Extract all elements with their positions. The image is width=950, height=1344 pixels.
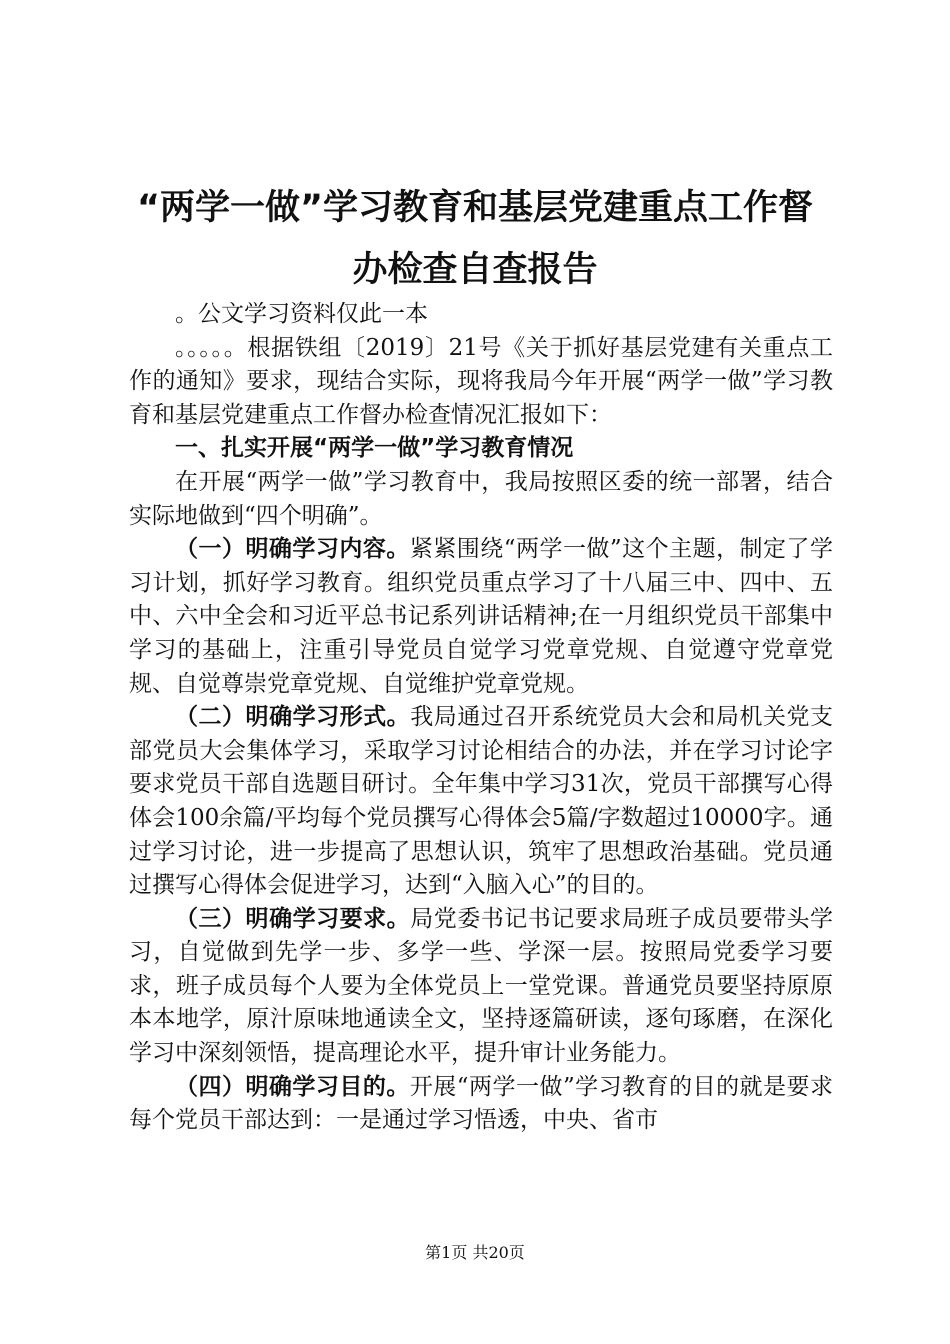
paragraph-item-1 — [129, 533, 833, 701]
paragraph-lead: （三）明确学习要求。 — [175, 905, 411, 932]
paragraph-text: 在开展“两学一做”学习教育中，我局按照区委的统一部署，结合实际地做到“四个明确”。 — [129, 468, 833, 529]
heading-text: 一、扎实开展“两学一做”学习教育情况 — [175, 435, 574, 462]
paragraph-lead: （二）明确学习形式。 — [175, 704, 411, 731]
document-title-line-1: “两学一做”学习教育和基层党建重点工作督 — [136, 188, 813, 228]
document-body — [129, 298, 833, 1138]
paragraph-text: 开展“两学一做”学习教育的目的就是要求每个党员干部达到：一是通过学习悟透，中央、省市 — [129, 1073, 833, 1134]
paragraph-item-3 — [129, 903, 833, 1071]
page-number-footer: 第1页 共20页 — [425, 1243, 525, 1262]
paragraph-note — [129, 298, 833, 332]
paragraph-text: 紧紧围绕“两学一做”这个主题，制定了学习计划，抓好学习教育。组织党员重点学习了十八届三中、四中、五中、六中全会和习近平总书记系列讲话精神;在一月组织党员干部集中学习的基础上，注重引导党员自觉学习党章党规、自觉遵守党章党规、自觉尊崇党章党规、自觉维护党章党规。 — [129, 536, 833, 697]
paragraph-text: 。公文学习资料仅此一本 — [175, 301, 428, 327]
paragraph-item-4 — [129, 1071, 833, 1138]
document-title-line-2: 办检查自查报告 — [352, 250, 598, 290]
section-heading-1 — [129, 432, 833, 466]
paragraph-item-2 — [129, 701, 833, 903]
paragraph-overview — [129, 466, 833, 533]
paragraph-lead: （一）明确学习内容。 — [175, 536, 410, 563]
paragraph-text: 。。。。。根据铁组〔2019〕21号《关于抓好基层党建有关重点工作的通知》要求，现结合实际，现将我局今年开展“两学一做”学习教育和基层党建重点工作督办检查情况汇报如下： — [129, 334, 833, 428]
paragraph-lead: （四）明确学习目的。 — [175, 1073, 410, 1100]
paragraph-intro — [129, 332, 833, 433]
paragraph-text: 局党委书记书记要求局班子成员要带头学习，自觉做到先学一步、多学一些、学深一层。按照局党委学习要求，班子成员每个人要为全体党员上一堂党课。普通党员要坚持原原本本地学，原汁原味地通读全文，坚持逐篇研读，逐句琢磨，在深化学习中深刻领悟，提高理论水平，提升审计业务能力。 — [129, 905, 834, 1067]
paragraph-text: 我局通过召开系统党员大会和局机关党支部党员大会集体学习，采取学习讨论相结合的办法，并在学习讨论字要求党员干部自选题目研讨。全年集中学习31次，党员干部撰写心得体会100余篇/平均每个党员撰写心得体会5篇/字数超过10000字。通过学习讨论，进一步提高了思想认识，筑牢了思想政治基础。党员通过撰写心得体会促进学习，达到“入脑入心”的目的。 — [129, 704, 834, 899]
